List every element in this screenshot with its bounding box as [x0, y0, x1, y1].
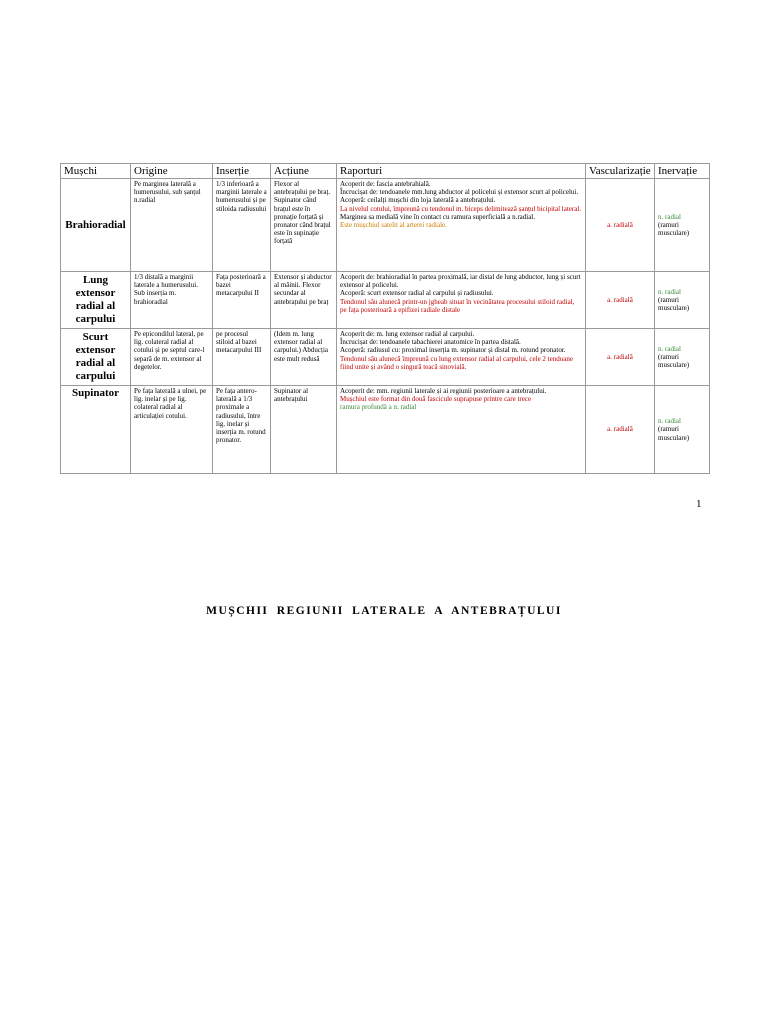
header-innervation: Inervație [655, 164, 710, 179]
vascularization-cell: a. radială [586, 179, 655, 272]
muscle-name: Brahioradial [61, 179, 131, 272]
relations-cell [337, 272, 586, 329]
header-action: Acțiune [271, 164, 337, 179]
vascularization-cell: a. radială [586, 329, 655, 386]
innervation-note: (ramuri musculare) [658, 220, 690, 238]
relation-line: ramura profundă a n. radial [340, 403, 417, 412]
innervation-nerve: n. radial [658, 417, 681, 426]
relation-line: Mușchiul este format din două fascicule suprapuse printre care trece [340, 395, 532, 404]
innervation-cell [655, 272, 710, 329]
relation-line: Acoperă: radiusul cu: proximal inserția m. supinator și distal m. rotund pronator. [340, 346, 566, 355]
action-cell: Extensor și abductor al mâinii. Flexor secundar al antebrațului pe braț [271, 272, 337, 329]
relation-line: Acoperit de: m. lung extensor radial al carpului. [340, 330, 475, 338]
relations-cell [337, 386, 586, 474]
relation-line: Acoperă: ceilalți mușchi din loja laterală a antebrațului. [340, 196, 496, 205]
vascularization-cell: a. radială [586, 386, 655, 474]
relation-line: Este mușchiul satelit al arterei radiale. [340, 221, 447, 230]
innervation-nerve: n. radial [658, 344, 681, 353]
table-row [61, 329, 710, 386]
action-cell: (Idem m. lung extensor radial al carpului.) Abducția este mult redusă [271, 329, 337, 386]
relation-line: Acoperit de: fascia antebrahială. [340, 180, 431, 188]
insertion-cell: Fața posterioară a bazei metacarpului II [213, 272, 271, 329]
header-vascularization: Vascularizație [586, 164, 655, 179]
relation-line: Tendonul său alunecă printr-un jgheab situat în vecinătatea procesului stiloid radial, pe fața posterioară a epifizei radiale distale [340, 297, 575, 314]
relation-line: Încrucișat de: tendoanele mm.lung abductor al policelui și extensor scurt al policelui. [340, 188, 579, 197]
relation-line: Marginea sa medială vine în contact cu ramura superficială a n.radial. [340, 212, 536, 221]
relation-line: La nivelul cotului, împreună cu tendonul m. biceps delimitează șanțul bicipital lateral. [340, 204, 582, 213]
relations-cell [337, 329, 586, 386]
header-relations: Raporturi [337, 164, 586, 179]
muscle-name: Supinator [61, 386, 131, 474]
insertion-cell: 1/3 inferioară a marginii laterale a humerusului și pe stiloida radiusului [213, 179, 271, 272]
innervation-note: (ramuri musculare) [658, 295, 690, 313]
relation-line: Încrucișat de: tendoanele tabachierei anatomice în partea distală. [340, 338, 521, 347]
innervation-cell [655, 329, 710, 386]
table-row [61, 179, 710, 272]
muscle-name: Scurt extensor radial al carpului [61, 329, 131, 386]
header-origin: Origine [131, 164, 213, 179]
innervation-note: (ramuri musculare) [658, 352, 690, 370]
table-header-row [61, 164, 710, 179]
innervation-cell [655, 179, 710, 272]
page-number: 1 [696, 498, 702, 510]
origin-cell: Pe fața laterală a ulnei, pe lig. inelar și pe lig. colateral radial al articulației cotului. [131, 386, 213, 474]
table-row [61, 272, 710, 329]
origin-cell: Pe epicondilul lateral, pe lig. colateral radial al cotului și pe septul care-l separă de m. extensor al degetelor. [131, 329, 213, 386]
header-muscle: Mușchi [61, 164, 131, 179]
relation-line: Acoperă: scurt extensor radial al carpului și radiusului. [340, 289, 494, 298]
action-cell: Supinator al antebrațului [271, 386, 337, 474]
relations-cell [337, 179, 586, 272]
insertion-cell: pe procesul stiloid al bazei metacarpului III [213, 329, 271, 386]
innervation-nerve: n. radial [658, 287, 681, 296]
action-cell: Flexor al antebrațului pe braț. Supinator când brațul este în pronație forțată și pronator când brațul este în supinație forțată [271, 179, 337, 272]
innervation-note: (ramuri musculare) [658, 425, 690, 442]
vascularization-cell: a. radială [586, 272, 655, 329]
origin-cell: Pe marginea laterală a humerusului, sub șanțul n.radial [131, 179, 213, 272]
muscles-table [60, 163, 710, 474]
relation-line: Tendonul său alunecă împreună cu lung extensor radial al carpului, cele 2 tendoane fiind unite și având o singură teacă sinovială. [340, 354, 573, 371]
relation-line: Acoperit de: brahioradial în partea proximală, iar distal de lung abductor, lung și scurt extensor al policelui. [340, 273, 581, 290]
table-row [61, 386, 710, 474]
insertion-cell: Pe fața antero-laterală a 1/3 proximale a radiusului, între lig. inelar și inserția m. rotund pronator. [213, 386, 271, 474]
muscle-name: Lung extensor radial al carpului [61, 272, 131, 329]
header-insertion: Inserție [213, 164, 271, 179]
innervation-nerve: n. radial [658, 212, 681, 221]
section-title: MUȘCHII REGIUNII LATERALE A ANTEBRAȚULUI [206, 605, 562, 617]
innervation-cell [655, 386, 710, 474]
origin-cell: 1/3 distală a marginii laterale a humerusului. Sub inserția m. brahioradial [131, 272, 213, 329]
relation-line: Acoperit de: mm. regiunii laterale și ai regiunii posterioare a antebrațului. [340, 387, 547, 395]
